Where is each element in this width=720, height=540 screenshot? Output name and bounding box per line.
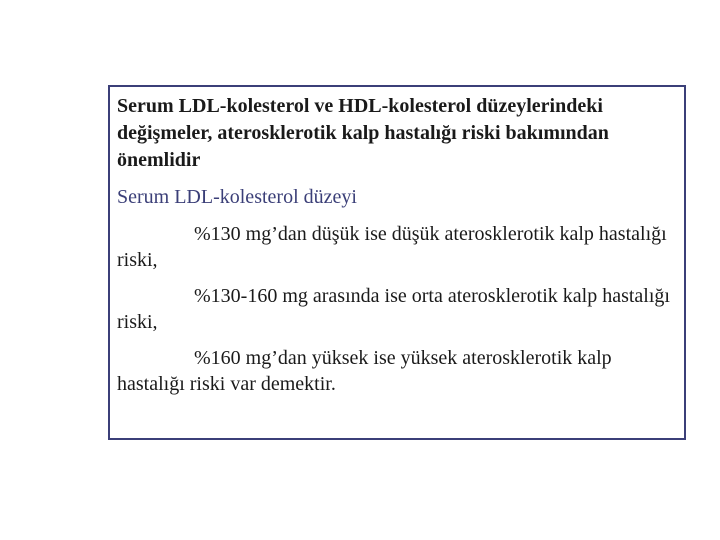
risk-item-medium: %130-160 mg arasında ise orta aterosklerotik kalp hastalığı riski,: [117, 285, 670, 333]
risk-item-high: %160 mg’dan yüksek ise yüksek aterosklerotik kalp hastalığı riski var demektir.: [117, 347, 612, 395]
subheading-text: Serum LDL-kolesterol düzeyi: [117, 186, 357, 208]
heading-text: Serum LDL-kolesterol ve HDL-kolesterol düzeylerindeki değişmeler, aterosklerotik kalp hastalığı riski bakımından önemlidir: [117, 95, 609, 171]
risk-item-low: %130 mg’dan düşük ise düşük aterosklerotik kalp hastalığı riski,: [117, 223, 667, 271]
content-box: [108, 85, 686, 440]
